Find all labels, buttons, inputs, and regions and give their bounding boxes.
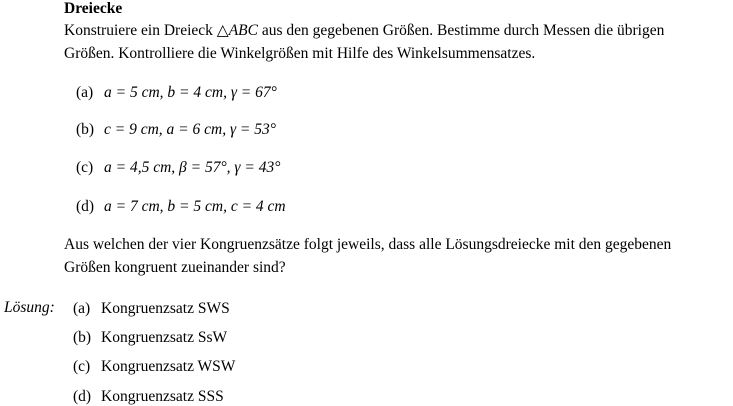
item-label: (d) [76, 198, 95, 215]
solution-item-text: Kongruenzsatz SsW [101, 329, 228, 346]
question-line-2: Größen kongruent zueinander sind? [64, 259, 286, 276]
solution-label: Lösung: [4, 299, 55, 316]
intro-line-1 [64, 22, 733, 40]
item-text: a = 7 cm, b = 5 cm, c = 4 cm [104, 198, 286, 215]
item-text: c = 9 cm, a = 6 cm, γ = 53° [104, 121, 276, 138]
triangle-name: △ABC [216, 22, 258, 39]
item-label: (c) [76, 159, 94, 176]
exercise-title: Dreiecke [64, 0, 123, 17]
list-item [76, 84, 277, 102]
item-label: (a) [76, 84, 94, 101]
list-item [76, 198, 286, 216]
solution-item [73, 358, 235, 376]
solution-item-text: Kongruenzsatz WSW [101, 358, 236, 375]
question-line-1: Aus welchen der vier Kongruenzsätze folgt jeweils, dass alle Lösungsdreiecke mit den gegebenen [64, 236, 672, 253]
list-item [76, 121, 276, 139]
solution-item [73, 388, 224, 406]
list-item [76, 159, 280, 177]
item-text: a = 4,5 cm, β = 57°, γ = 43° [104, 159, 281, 176]
solution-item-label: (a) [73, 300, 91, 317]
intro-text-post: aus den gegebenen Größen. Bestimme durch Messen die übrigen [258, 22, 665, 39]
intro-line-2: Größen. Kontrolliere die Winkelgrößen mit Hilfe des Winkelsummensatzes. [64, 45, 536, 62]
solution-item-text: Kongruenzsatz SWS [101, 300, 230, 317]
solution-item [73, 300, 230, 318]
item-text: a = 5 cm, b = 4 cm, γ = 67° [104, 84, 277, 101]
item-label: (b) [76, 121, 95, 138]
solution-item-label: (c) [73, 358, 91, 375]
solution-item-label: (d) [73, 388, 92, 405]
solution-item-text: Kongruenzsatz SSS [101, 388, 224, 405]
solution-item-label: (b) [73, 329, 92, 346]
solution-item [73, 329, 227, 347]
intro-text-pre: Konstruiere ein Dreieck [64, 22, 217, 39]
